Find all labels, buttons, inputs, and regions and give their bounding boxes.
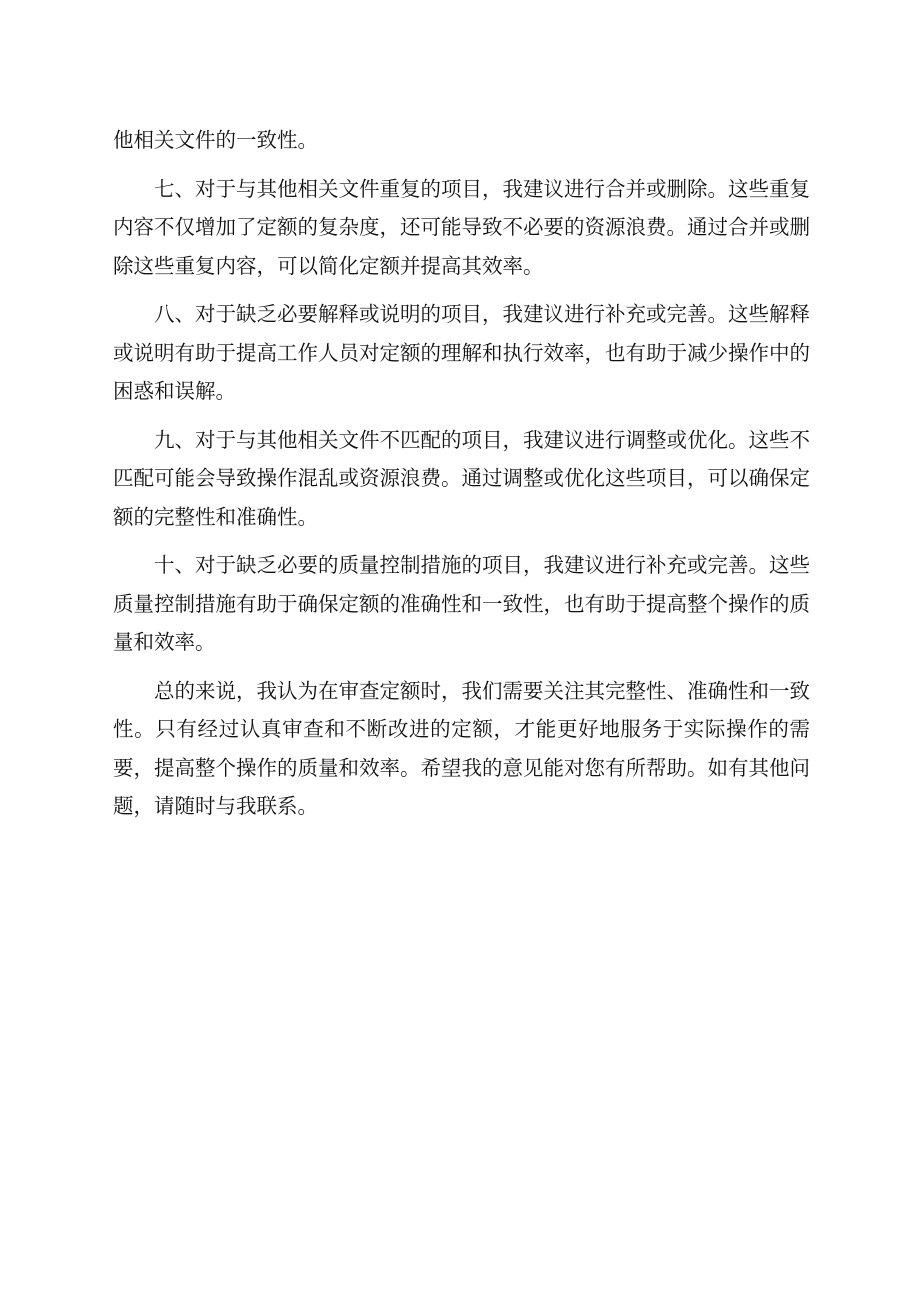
paragraph-item-7: 七、对于与其他相关文件重复的项目，我建议进行合并或删除。这些重复内容不仅增加了定额的复杂度，还可能导致不必要的资源浪费。通过合并或删除这些重复内容，可以简化定额并提高其效率。 (113, 176, 810, 278)
document-body (113, 121, 810, 836)
paragraph-continuation: 他相关文件的一致性。 (113, 128, 318, 152)
paragraph-item-8: 八、对于缺乏必要解释或说明的项目，我建议进行补充或完善。这些解释或说明有助于提高工作人员对定额的理解和执行效率，也有助于减少操作中的困惑和误解。 (113, 302, 810, 403)
paragraph-conclusion: 总的来说，我认为在审查定额时，我们需要关注其完整性、准确性和一致性。只有经过认真审查和不断改进的定额，才能更好地服务于实际操作的需要，提高整个操作的质量和效率。希望我的意见能对您有所帮助。如有其他问题，请随时与我联系。 (113, 678, 810, 818)
paragraph-item-9: 九、对于与其他相关文件不匹配的项目，我建议进行调整或优化。这些不匹配可能会导致操作混乱或资源浪费。通过调整或优化这些项目，可以确保定额的完整性和准确性。 (113, 427, 810, 529)
paragraph-item-10: 十、对于缺乏必要的质量控制措施的项目，我建议进行补充或完善。这些质量控制措施有助于确保定额的准确性和一致性，也有助于提高整个操作的质量和效率。 (113, 553, 810, 654)
